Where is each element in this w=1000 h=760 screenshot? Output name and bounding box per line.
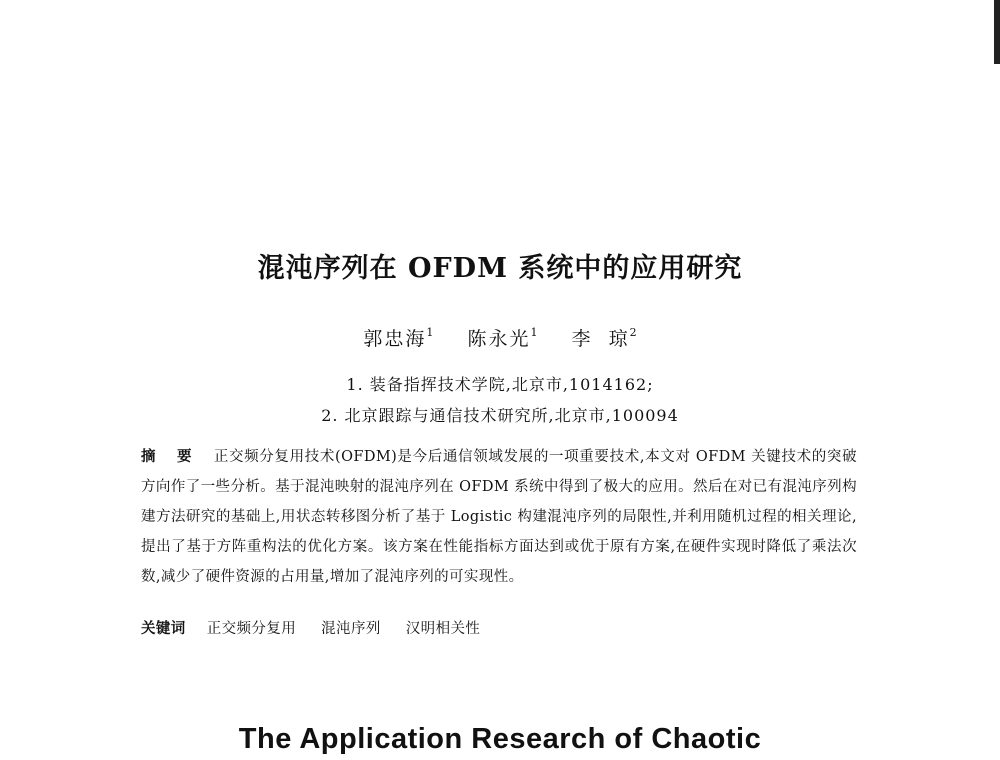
author-affiliation-mark: 1 xyxy=(426,326,434,339)
author-name: 陈永光 xyxy=(467,328,531,350)
keyword-item: 混沌序列 xyxy=(321,621,381,637)
author-affiliation-mark: 1 xyxy=(530,326,538,339)
paper-title-english: The Application Research of Chaotic xyxy=(238,723,762,755)
abstract xyxy=(141,442,857,592)
abstract-text: 正交频分复用技术(OFDM)是今后通信领域发展的一项重要技术,本文对 OFDM 关键技术的突破方向作了一些分析。基于混沌映射的混沌序列在 OFDM 系统中得到了极大的应用。然后在对已有混沌序列构建方法研究的基础上,用状态转移图分析了基于 Logistic 构建混沌序列的局限性,并利用随机过程的相关理论,提出了基于方阵重构法的优化方案。该方案在性能指标方面达到或优于原有方案,在硬件实现时降低了乘法次数,减少了硬件资源的占用量,增加了混沌序列的可实现性。 xyxy=(141,449,857,585)
author-2 xyxy=(467,324,537,351)
keyword-item: 正交频分复用 xyxy=(206,621,297,637)
author-3 xyxy=(572,324,637,351)
affiliation-1: 1. 装备指挥技术学院,北京市,1014162; xyxy=(346,375,654,394)
keyword-item: 汉明相关性 xyxy=(405,621,481,637)
keywords-label: 关键词 xyxy=(141,620,186,637)
page-edge-mark xyxy=(994,0,1000,64)
author-name: 李 琼 xyxy=(571,328,630,350)
affiliation-2: 2. 北京跟踪与通信技术研究所,北京市,100094 xyxy=(321,406,679,425)
abstract-label: 摘 要 xyxy=(141,448,200,465)
keywords xyxy=(141,617,857,638)
author-list xyxy=(0,324,1000,351)
paper-title-chinese: 混沌序列在 OFDM 系统中的应用研究 xyxy=(257,253,743,284)
author-affiliation-mark: 2 xyxy=(629,326,637,339)
author-1 xyxy=(363,324,433,351)
author-name: 郭忠海 xyxy=(363,328,427,350)
